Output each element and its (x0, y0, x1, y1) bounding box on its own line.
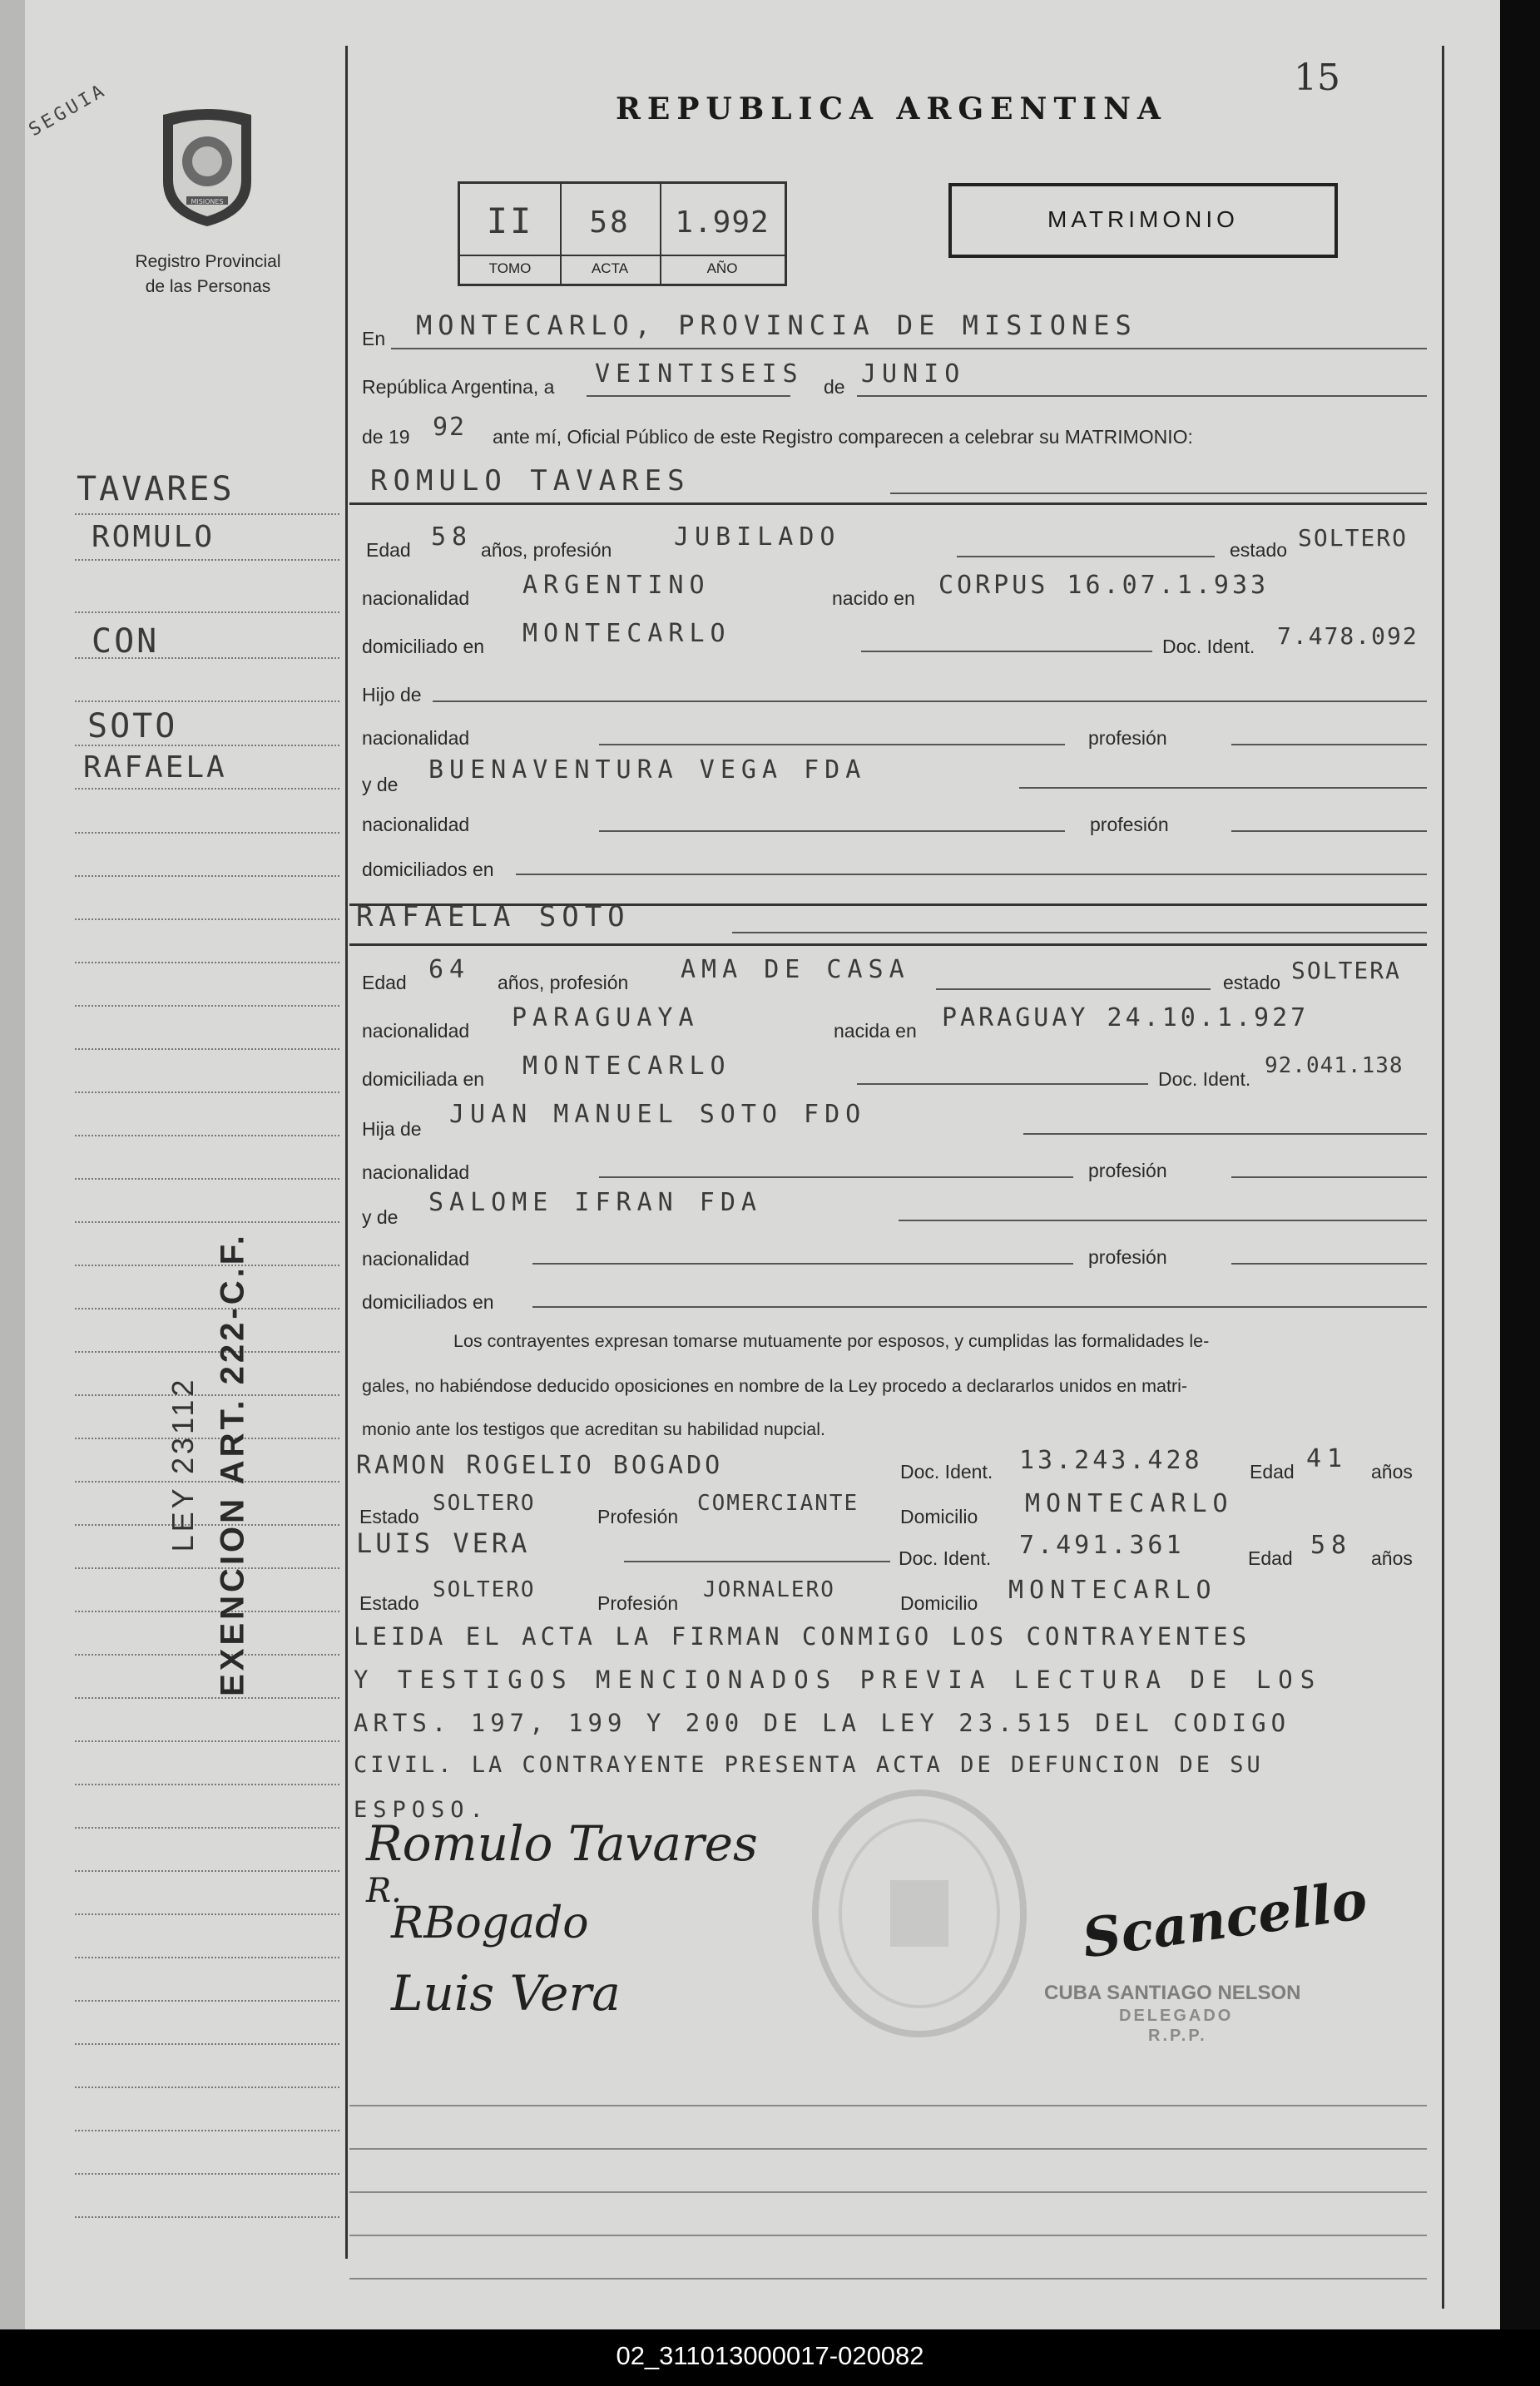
margin-line (75, 2000, 339, 2002)
witness1-signature: RBogado (391, 1898, 589, 1948)
witness2-domicile: MONTECARLO (1008, 1576, 1217, 1605)
groom-nac-label-3: nacionalidad (362, 814, 470, 835)
acta-value: 58 (589, 205, 631, 240)
country-title: REPUBLICA ARGENTINA (616, 92, 1167, 126)
groom-father-prof-line (1231, 744, 1427, 745)
bride-mother-line (899, 1220, 1427, 1221)
groom-nacido-label: nacido en (832, 587, 915, 609)
bride-nac-label-2: nacionalidad (362, 1161, 470, 1183)
witness2-name: LUIS VERA (356, 1527, 531, 1559)
groom-signature: Romulo Tavares (366, 1815, 758, 1872)
witness1-domicile: MONTECARLO (1025, 1489, 1234, 1518)
bride-name: RAFAELA SOTO (356, 900, 631, 933)
groom-mother-line (1019, 787, 1427, 789)
witness1-edad-label: Edad (1250, 1461, 1295, 1483)
margin-line (75, 1740, 339, 1742)
scan-edge (1500, 0, 1540, 2329)
witness1-name: RAMON ROGELIO BOGADO (356, 1451, 724, 1480)
groom-profesion-label: años, profesión (481, 539, 612, 561)
bride-profesion-label: años, profesión (498, 972, 629, 993)
bride-prof-label-2: profesión (1088, 1160, 1167, 1181)
margin-line (75, 1048, 339, 1050)
bride-doc: 92.041.138 (1265, 1053, 1404, 1078)
witness2-signature: Luis Vera (391, 1965, 621, 2022)
margin-line (75, 1438, 339, 1439)
witness2-age: 58 (1310, 1531, 1353, 1560)
witness2-profession: JORNALERO (703, 1577, 835, 1602)
margin-line (75, 1611, 339, 1612)
groom-prof-label-3: profesión (1090, 814, 1169, 835)
bride-domicile: MONTECARLO (522, 1052, 731, 1081)
groom-mother: BUENAVENTURA VEGA FDA (428, 755, 867, 785)
groom-estado-label: estado (1230, 539, 1288, 561)
margin-line (75, 1178, 339, 1180)
witness1-doc-label: Doc. Ident. (900, 1461, 993, 1483)
republica-label: República Argentina, a (362, 376, 555, 398)
act-type-box (948, 183, 1338, 258)
seal-text: MISIONES (191, 198, 224, 205)
groom-yde-label: y de (362, 774, 399, 795)
official-title: DELEGADO (1119, 2007, 1234, 2025)
bride-nacionalidad-label: nacionalidad (362, 1020, 470, 1042)
margin-line (75, 2043, 339, 2045)
witness1-estado-label: Estado (359, 1506, 419, 1527)
witness2-doc: 7.491.361 (1019, 1531, 1185, 1560)
bride-nacida-label: nacida en (834, 1020, 917, 1042)
groom-domicilio-label: domiciliado en (362, 636, 485, 657)
intro-statement: ante mí, Oficial Público de este Registro comparecen a celebrar su MATRIMONIO: (493, 426, 1193, 448)
note-line-2: Y TESTIGOS MENCIONADOS PREVIA LECTURA DE LOS (354, 1666, 1323, 1694)
groom-hijo-label: Hijo de (362, 684, 422, 705)
witness1-doc: 13.243.428 (1019, 1446, 1203, 1475)
witness1-profesion-label: Profesión (597, 1506, 679, 1527)
groom-prof-label-2: profesión (1088, 727, 1167, 749)
margin-line (75, 2216, 339, 2218)
acta-label: ACTA (591, 260, 629, 276)
page-line (349, 2235, 1427, 2236)
margin-line (75, 962, 339, 963)
signature-initial: R. (366, 1872, 402, 1910)
margin-line (75, 1957, 339, 1958)
margin-line (75, 2087, 339, 2088)
witness2-edad-label: Edad (1248, 1547, 1293, 1569)
witness2-profesion-label: Profesión (597, 1592, 679, 1614)
witness2-name-line (624, 1561, 890, 1562)
registry-line-1: Registro Provincial (135, 252, 281, 271)
groom-mother-prof-line (1231, 830, 1427, 832)
official-seal-icon (811, 1789, 1027, 2038)
margin-bride-name: RAFAELA (83, 750, 227, 785)
de-label: de (824, 376, 845, 398)
groom-profession: JUBILADO (674, 522, 841, 552)
note-line-1: LEIDA EL ACTA LA FIRMAN CONMIGO LOS CONTRAYENTES (354, 1622, 1251, 1651)
day-value: VEINTISEIS (595, 359, 804, 389)
official-name: CUBA SANTIAGO NELSON (1044, 1982, 1301, 2004)
bride-separator (349, 943, 1427, 946)
margin-line (75, 1135, 339, 1136)
bride-birth: PARAGUAY 24.10.1.927 (942, 1003, 1310, 1032)
groom-name: ROMULO TAVARES (370, 464, 691, 497)
bride-mother: SALOME IFRAN FDA (428, 1188, 762, 1217)
margin-line (75, 788, 339, 790)
groom-domicile-line (861, 651, 1152, 652)
groom-age: 58 (431, 522, 473, 552)
margin-bride-surname: SOTO (87, 707, 178, 745)
bride-mother-nat-line (532, 1263, 1073, 1265)
bride-name-line (732, 932, 1427, 933)
bride-age: 64 (428, 955, 471, 984)
groom-birth: CORPUS 16.07.1.933 (938, 571, 1270, 600)
witness2-doc-label: Doc. Ident. (899, 1547, 992, 1569)
note-line-3: ARTS. 197, 199 Y 200 DE LA LEY 23.515 DEL CODIGO (354, 1709, 1291, 1737)
bride-profession-line (936, 988, 1211, 990)
margin-rule (345, 46, 348, 2259)
margin-line (75, 2173, 339, 2175)
bride-domiciliados-label: domiciliados en (362, 1291, 494, 1313)
bride-hija-label: Hija de (362, 1118, 422, 1140)
bride-nac-label-3: nacionalidad (362, 1248, 470, 1270)
witness2-estado-label: Estado (359, 1592, 419, 1614)
margin-line (75, 1870, 339, 1872)
bride-parents-domicile-line (532, 1306, 1427, 1308)
margin-line (75, 1092, 339, 1093)
groom-doc-label: Doc. Ident. (1162, 636, 1255, 657)
margin-line (75, 2130, 339, 2131)
groom-name-line (890, 493, 1427, 494)
official-signature: Scancello (1078, 1869, 1371, 1971)
ano-label: AÑO (706, 260, 738, 276)
stamp-note: SEGUIA (25, 79, 111, 141)
month-value: JUNIO (861, 359, 966, 389)
groom-nationality: ARGENTINO (522, 571, 711, 600)
witness1-age: 41 (1306, 1444, 1349, 1473)
bride-doc-label: Doc. Ident. (1158, 1068, 1251, 1090)
witness2-anos-label: años (1371, 1547, 1413, 1569)
margin-line (75, 1784, 339, 1785)
province-seal-icon (156, 106, 258, 228)
margin-line (75, 1481, 339, 1483)
bride-nationality: PARAGUAYA (512, 1003, 700, 1032)
margin-given-name: ROMULO (92, 520, 215, 554)
tomo-value: II (486, 200, 534, 241)
margin-line (75, 875, 339, 877)
page-number: 15 (1294, 57, 1340, 99)
groom-separator (349, 502, 1427, 505)
witness1-anos-label: años (1371, 1461, 1413, 1483)
margin-con: CON (92, 622, 160, 661)
margin-line (75, 1265, 339, 1266)
margin-line (75, 513, 339, 515)
bride-edad-label: Edad (362, 972, 407, 993)
witness1-domicilio-label: Domicilio (900, 1506, 978, 1527)
place-value: MONTECARLO, PROVINCIA DE MISIONES (416, 309, 1137, 341)
bride-domicilio-label: domiciliada en (362, 1068, 485, 1090)
law-stamp-1: LEY 23112 (166, 1376, 200, 1552)
margin-surname: TAVARES (77, 470, 235, 508)
margin-line (75, 700, 339, 702)
margin-line (75, 1005, 339, 1007)
place-line (391, 348, 1427, 349)
bride-father: JUAN MANUEL SOTO FDO (449, 1100, 867, 1129)
groom-parents-domicile-line (516, 874, 1427, 875)
bride-father-line (1023, 1133, 1427, 1135)
registry-name (108, 250, 308, 299)
note-line-5: ESPOSO. (354, 1797, 489, 1823)
bride-estado-label: estado (1223, 972, 1281, 993)
footer-id: 02_311013000017-020082 (616, 2341, 924, 2370)
footer-bar (0, 2329, 1540, 2386)
margin-line (75, 1697, 339, 1699)
margin-line (75, 1394, 339, 1396)
registry-line-2: de las Personas (145, 277, 271, 296)
year-value: 92 (433, 413, 467, 442)
margin-line (75, 832, 339, 834)
record-box (458, 181, 787, 286)
law-stamp-2: EXENCION ART. 222-C.F. (214, 1232, 251, 1696)
groom-domicile: MONTECARLO (522, 619, 731, 648)
witness1-civil-status: SOLTERO (433, 1491, 536, 1516)
witness2-domicilio-label: Domicilio (900, 1592, 978, 1614)
bride-yde-label: y de (362, 1206, 399, 1228)
bride-mother-prof-line (1231, 1263, 1427, 1265)
bride-domicile-line (857, 1083, 1148, 1085)
witness1-profession: COMERCIANTE (697, 1491, 859, 1516)
groom-domiciliados-label: domiciliados en (362, 859, 494, 880)
groom-father-line (433, 700, 1427, 702)
margin-line (75, 1221, 339, 1223)
right-rule (1442, 46, 1444, 2309)
margin-line (75, 1654, 339, 1656)
margin-line (75, 1524, 339, 1526)
groom-profession-line (957, 556, 1215, 557)
witness2-civil-status: SOLTERO (433, 1577, 536, 1602)
ano-value: 1.992 (675, 205, 770, 240)
bride-civil-status: SOLTERA (1291, 957, 1402, 984)
margin-line (75, 1827, 339, 1829)
groom-father-nat-line (599, 744, 1065, 745)
margin-line (75, 1913, 339, 1915)
groom-doc: 7.478.092 (1277, 622, 1419, 650)
page-line (349, 2105, 1427, 2106)
bride-father-nat-line (599, 1176, 1073, 1178)
margin-line (75, 611, 339, 613)
note-line-4: CIVIL. LA CONTRAYENTE PRESENTA ACTA DE DEFUNCION DE SU (354, 1752, 1264, 1778)
groom-edad-label: Edad (366, 539, 411, 561)
page-line (349, 2191, 1427, 2193)
day-line (587, 395, 790, 397)
groom-nacionalidad-label: nacionalidad (362, 587, 470, 609)
bride-profession: AMA DE CASA (681, 955, 910, 984)
groom-mother-nat-line (599, 830, 1065, 832)
declaration-line-1: Los contrayentes expresan tomarse mutuamente por esposos, y cumplidas las formalidades le- (453, 1331, 1210, 1351)
official-office: R.P.P. (1148, 2027, 1207, 2045)
en-label: En (362, 328, 386, 349)
margin-line (75, 1308, 339, 1309)
page-line (349, 2278, 1427, 2280)
page-spine (0, 0, 25, 2329)
declaration-line-3: monio ante los testigos que acreditan su habilidad nupcial. (362, 1419, 825, 1439)
margin-line (75, 559, 339, 561)
groom-nac-label-2: nacionalidad (362, 727, 470, 749)
margin-line (75, 918, 339, 920)
month-line (857, 395, 1427, 397)
tomo-label: TOMO (488, 260, 532, 276)
margin-line (75, 1351, 339, 1353)
page-line (349, 2148, 1427, 2150)
declaration-line-2: gales, no habiéndose deducido oposiciones en nombre de la Ley procedo a declararlos unidos en matri- (362, 1376, 1188, 1396)
margin-line (75, 1567, 339, 1569)
act-type: MATRIMONIO (1047, 206, 1239, 232)
year-prefix: de 19 (362, 426, 410, 448)
groom-civil-status: SOLTERO (1298, 524, 1409, 552)
bride-prof-label-3: profesión (1088, 1246, 1167, 1268)
bride-father-prof-line (1231, 1176, 1427, 1178)
